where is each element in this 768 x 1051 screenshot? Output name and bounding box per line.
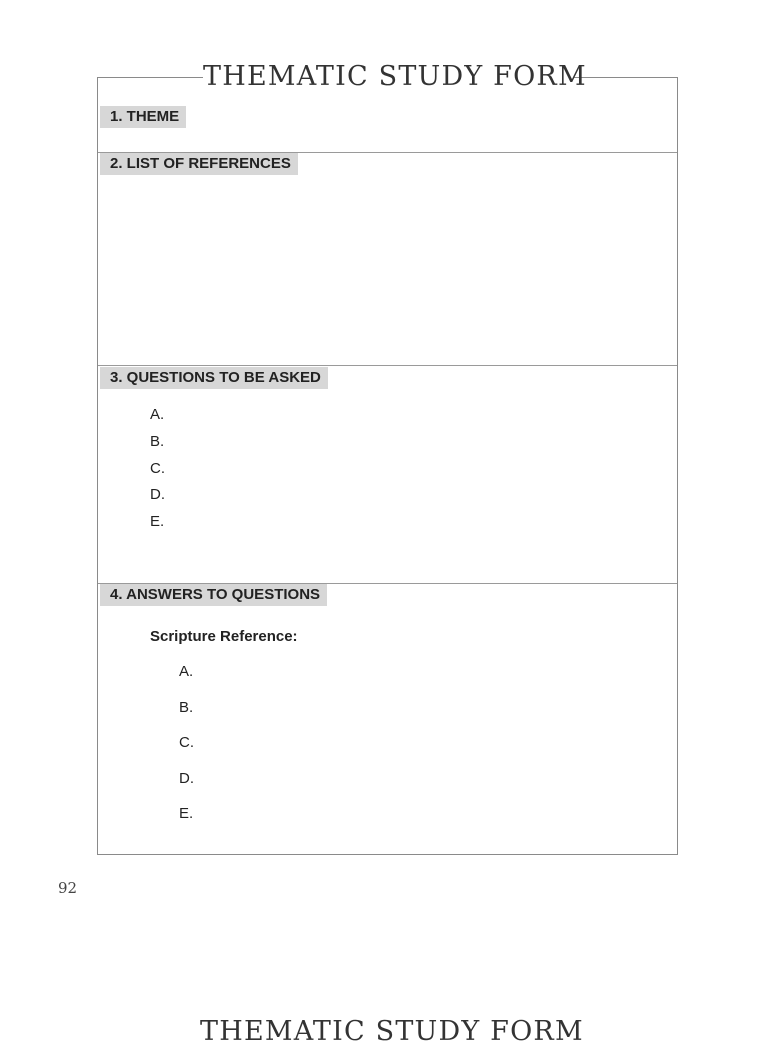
question-letter-b: B.	[150, 433, 165, 450]
form-title: THEMATIC STUDY FORM	[203, 58, 573, 96]
section-divider	[98, 365, 677, 366]
section-theme-label: 1. THEME	[100, 106, 186, 128]
section-references-label: 2. LIST OF REFERENCES	[100, 153, 298, 175]
answer-letter-d: D.	[179, 770, 194, 787]
answer-letter-c: C.	[179, 734, 194, 751]
question-letter-a: A.	[150, 406, 165, 423]
scripture-reference-label: Scripture Reference:	[150, 628, 298, 645]
answer-letter-b: B.	[179, 699, 194, 716]
study-form-box	[97, 77, 678, 855]
answer-letter-e: E.	[179, 805, 194, 822]
question-letter-c: C.	[150, 460, 165, 477]
answer-letter-a: A.	[179, 663, 194, 680]
next-page-title: THEMATIC STUDY FORM	[200, 1016, 584, 1047]
section-questions-label: 3. QUESTIONS TO BE ASKED	[100, 367, 328, 389]
section-answers-label: 4. ANSWERS TO QUESTIONS	[100, 584, 327, 606]
question-letter-d: D.	[150, 486, 165, 503]
question-letter-e: E.	[150, 513, 165, 530]
page-number: 92	[58, 879, 78, 897]
